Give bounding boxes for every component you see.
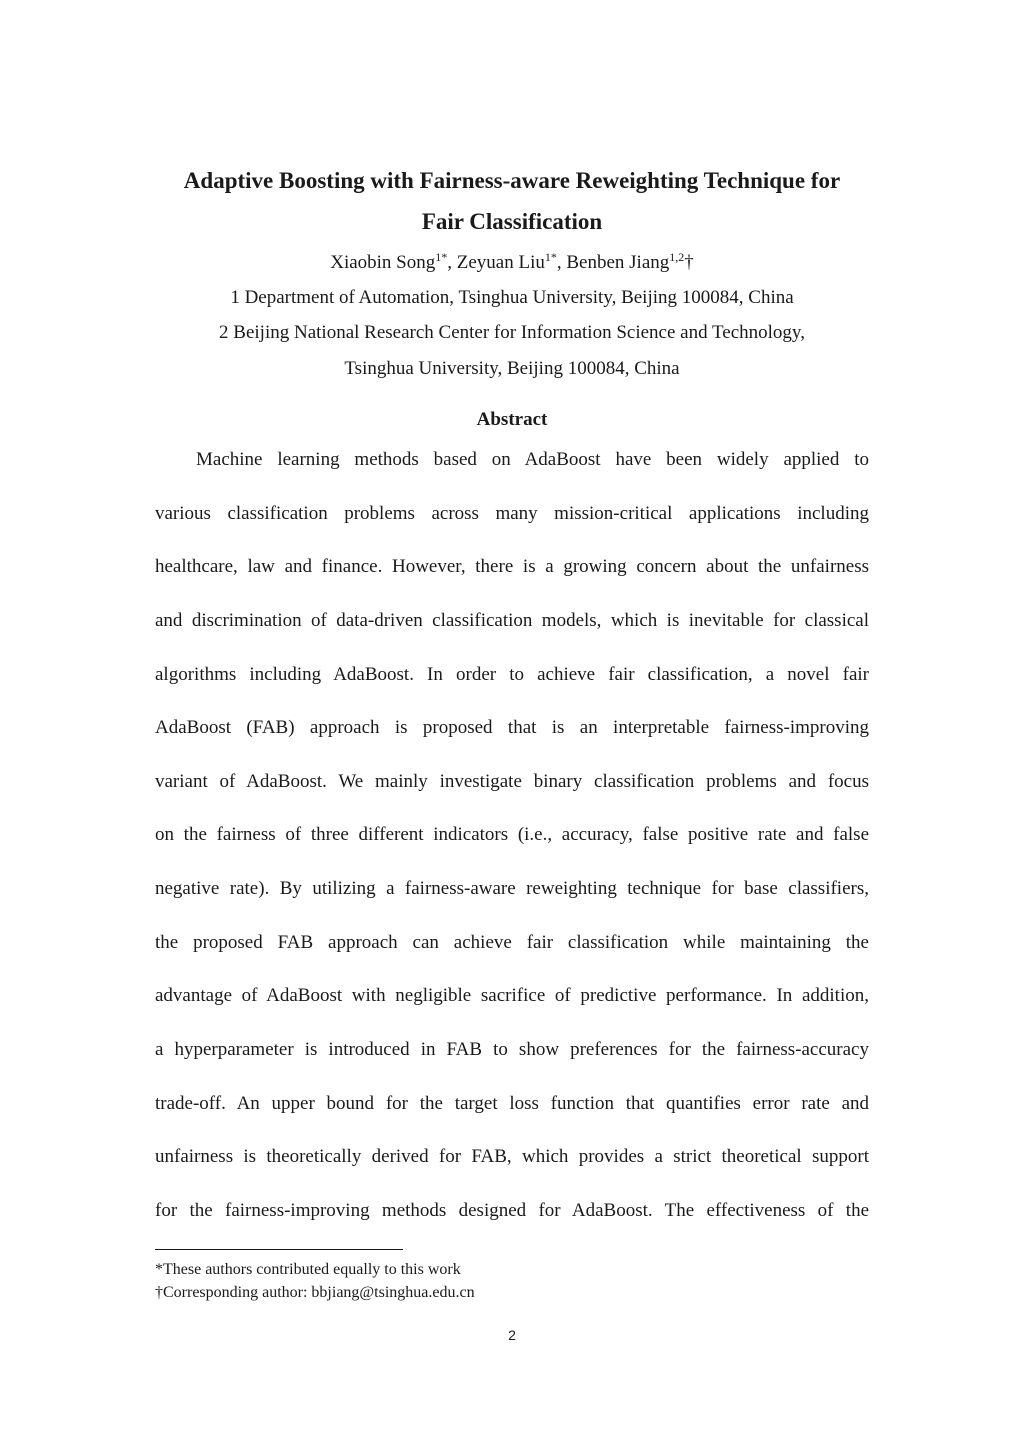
author-separator: , [447, 252, 457, 273]
author-affiliation-mark: 1,2 [669, 250, 685, 264]
abstract-line: algorithms including AdaBoost. In order to achieve fair classification, a novel fair [155, 664, 869, 685]
author-name: Zeyuan Liu [456, 252, 545, 273]
corresponding-author-mark: † [684, 252, 694, 273]
author-list [100, 250, 924, 277]
abstract-line: various classification problems across many mission-critical applications including [155, 503, 869, 524]
footnote-equal-contribution: *These authors contributed equally to this work [155, 1261, 461, 1278]
abstract-line: and discrimination of data-driven classification models, which is inevitable for classical [155, 610, 869, 631]
affiliation-2-line-2: Tsinghua University, Beijing 100084, China [344, 358, 680, 379]
author-affiliation-mark: 1* [544, 250, 557, 264]
page-number: 2 [508, 1327, 516, 1343]
author-affiliation-mark: 1* [435, 250, 448, 264]
abstract-line: the proposed FAB approach can achieve fair classification while maintaining the [155, 932, 869, 953]
affiliation-1: 1 Department of Automation, Tsinghua University, Beijing 100084, China [230, 287, 794, 308]
abstract-line: for the fairness-improving methods designed for AdaBoost. The effectiveness of the [155, 1200, 869, 1221]
abstract-line: on the fairness of three different indicators (i.e., accuracy, false positive rate and false [155, 824, 869, 845]
abstract-line: healthcare, law and finance. However, there is a growing concern about the unfairness [155, 556, 869, 577]
affiliation-2-line-1: 2 Beijing National Research Center for Information Science and Technology, [219, 322, 805, 343]
author-name: Xiaobin Song [330, 252, 436, 273]
abstract-line: a hyperparameter is introduced in FAB to show preferences for the fairness-accuracy [155, 1039, 869, 1060]
abstract-line: AdaBoost (FAB) approach is proposed that is an interpretable fairness-improving [155, 717, 869, 738]
abstract-line: negative rate). By utilizing a fairness-aware reweighting technique for base classifiers, [155, 878, 869, 899]
author-separator: , [556, 252, 567, 273]
paper-title-line-1: Adaptive Boosting with Fairness-aware Reweighting Technique for [183, 168, 841, 193]
abstract-line: unfairness is theoretically derived for FAB, which provides a strict theoretical support [155, 1146, 869, 1167]
footnote-corresponding-author: †Corresponding author: bbjiang@tsinghua.edu.cn [155, 1284, 475, 1301]
abstract-heading: Abstract [476, 409, 548, 430]
abstract-line: Machine learning methods based on AdaBoost have been widely applied to [196, 449, 869, 470]
abstract-line: trade-off. An upper bound for the target loss function that quantifies error rate and [155, 1093, 869, 1114]
author-name: Benben Jiang [566, 252, 670, 273]
abstract-line: advantage of AdaBoost with negligible sacrifice of predictive performance. In addition, [155, 985, 869, 1006]
paper-title-line-2: Fair Classification [421, 209, 603, 234]
abstract-line: variant of AdaBoost. We mainly investigate binary classification problems and focus [155, 771, 869, 792]
footnote-divider [155, 1249, 403, 1250]
